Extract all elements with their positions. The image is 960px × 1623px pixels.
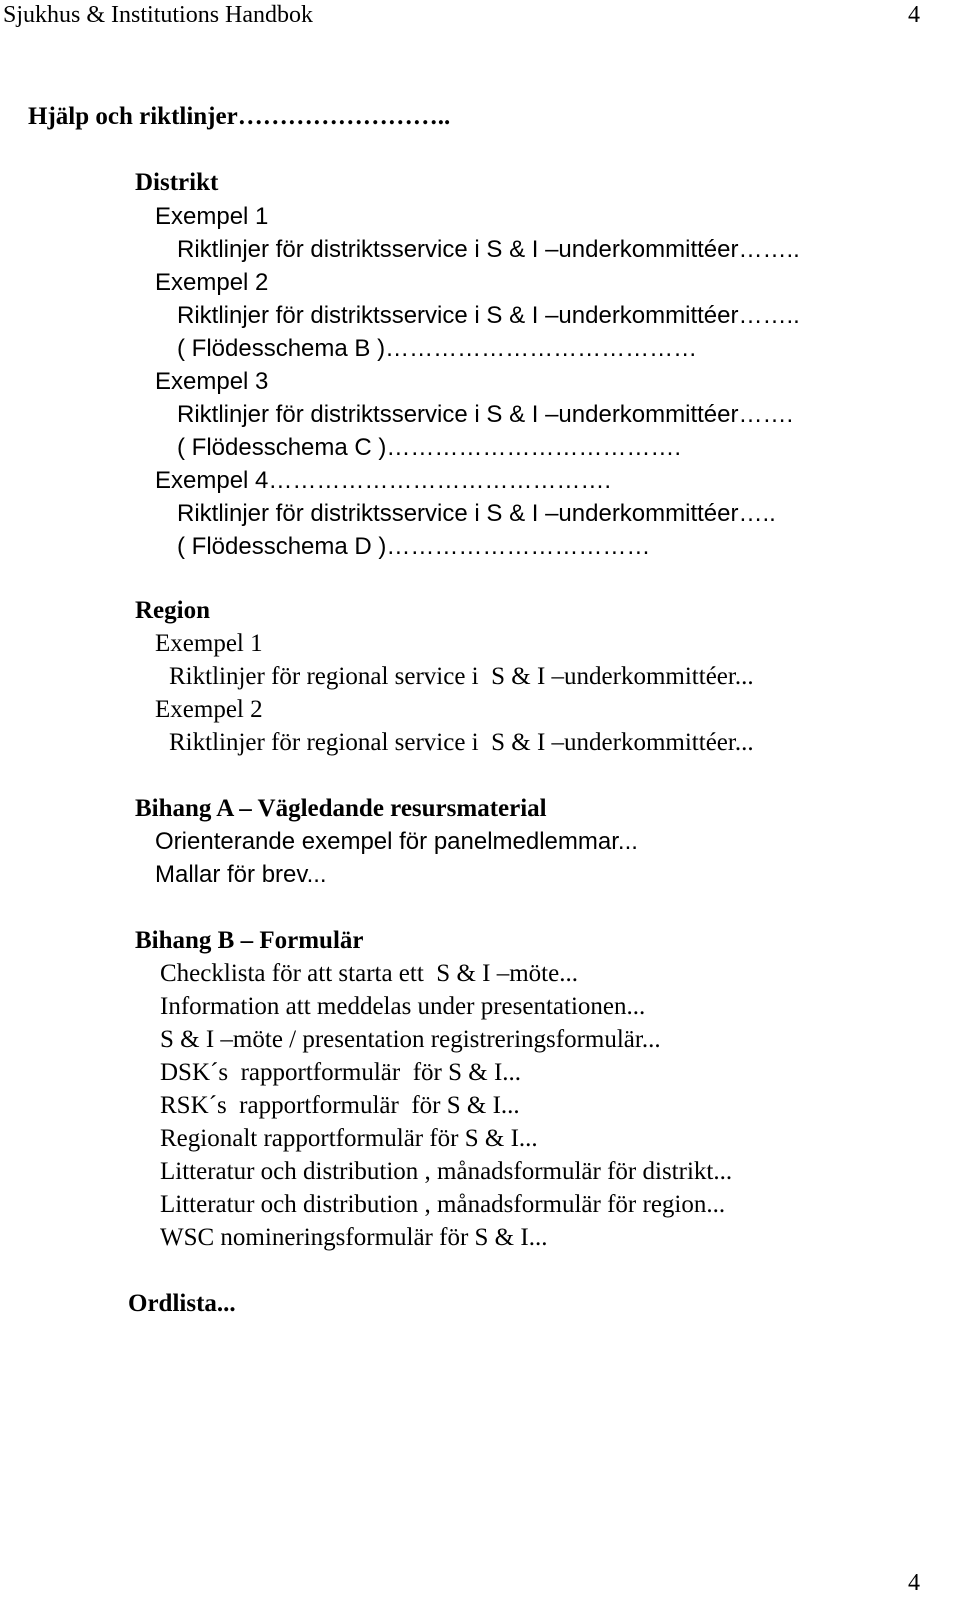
toc-entry[interactable]: Exempel 2	[155, 696, 263, 723]
toc-entry[interactable]: Exempel 3	[155, 368, 269, 395]
toc-entry[interactable]: Litteratur och distribution , månadsformulär för distrikt...	[160, 1158, 733, 1185]
toc-entry[interactable]: WSC nomineringsformulär för S & I...	[160, 1224, 548, 1251]
toc-entry-glossary[interactable]: Ordlista...	[128, 1290, 236, 1317]
toc-entry[interactable]: Riktlinjer för distriktsservice i S & I –underkommittéer…….	[177, 401, 794, 428]
toc-entry[interactable]: RSK´s rapportformulär för S & I...	[160, 1092, 520, 1119]
toc-entry[interactable]: Exempel 2	[155, 269, 269, 296]
toc-entry[interactable]: ( Flödesschema B )…………………………………	[177, 335, 698, 362]
toc-entry[interactable]: Orienterande exempel för panelmedlemmar...	[155, 828, 638, 855]
toc-entry[interactable]: Riktlinjer för regional service i S & I –underkommittéer...	[169, 663, 754, 690]
header-page-number: 4	[908, 2, 920, 28]
toc-entry[interactable]: DSK´s rapportformulär för S & I...	[160, 1059, 522, 1086]
section-title-appendix-a: Bihang A – Vägledande resursmaterial	[135, 795, 547, 822]
toc-entry[interactable]: Litteratur och distribution , månadsformulär för region...	[160, 1191, 726, 1218]
toc-heading: Hjälp och riktlinjer……………………..	[28, 103, 451, 130]
toc-entry[interactable]: Exempel 1	[155, 203, 269, 230]
header-title: Sjukhus & Institutions Handbok	[3, 2, 314, 28]
section-title-district: Distrikt	[135, 169, 219, 196]
toc-entry[interactable]: ( Flödesschema D )……………………………	[177, 533, 651, 560]
toc-entry[interactable]: Exempel 1	[155, 630, 263, 657]
toc-entry[interactable]: Riktlinjer för distriktsservice i S & I –underkommittéer……..	[177, 302, 800, 329]
section-title-appendix-b: Bihang B – Formulär	[135, 927, 364, 954]
toc-entry[interactable]: Riktlinjer för distriktsservice i S & I –underkommittéer……..	[177, 236, 800, 263]
toc-entry[interactable]: Information att meddelas under presentationen...	[160, 993, 646, 1020]
toc-entry[interactable]: Riktlinjer för distriktsservice i S & I –underkommittéer…..	[177, 500, 776, 527]
toc-entry[interactable]: Regionalt rapportformulär för S & I...	[160, 1125, 538, 1152]
toc-entry[interactable]: Mallar för brev...	[155, 861, 327, 888]
toc-entry[interactable]: Riktlinjer för regional service i S & I –underkommittéer...	[169, 729, 754, 756]
footer-page-number: 4	[908, 1570, 920, 1596]
toc-entry[interactable]: Exempel 4…………………………………….	[155, 467, 612, 494]
toc-entry[interactable]: S & I –möte / presentation registreringsformulär...	[160, 1026, 661, 1053]
toc-entry[interactable]: ( Flödesschema C )……………………………….	[177, 434, 682, 461]
section-title-region: Region	[135, 597, 210, 624]
toc-entry[interactable]: Checklista för att starta ett S & I –möte...	[160, 960, 578, 987]
